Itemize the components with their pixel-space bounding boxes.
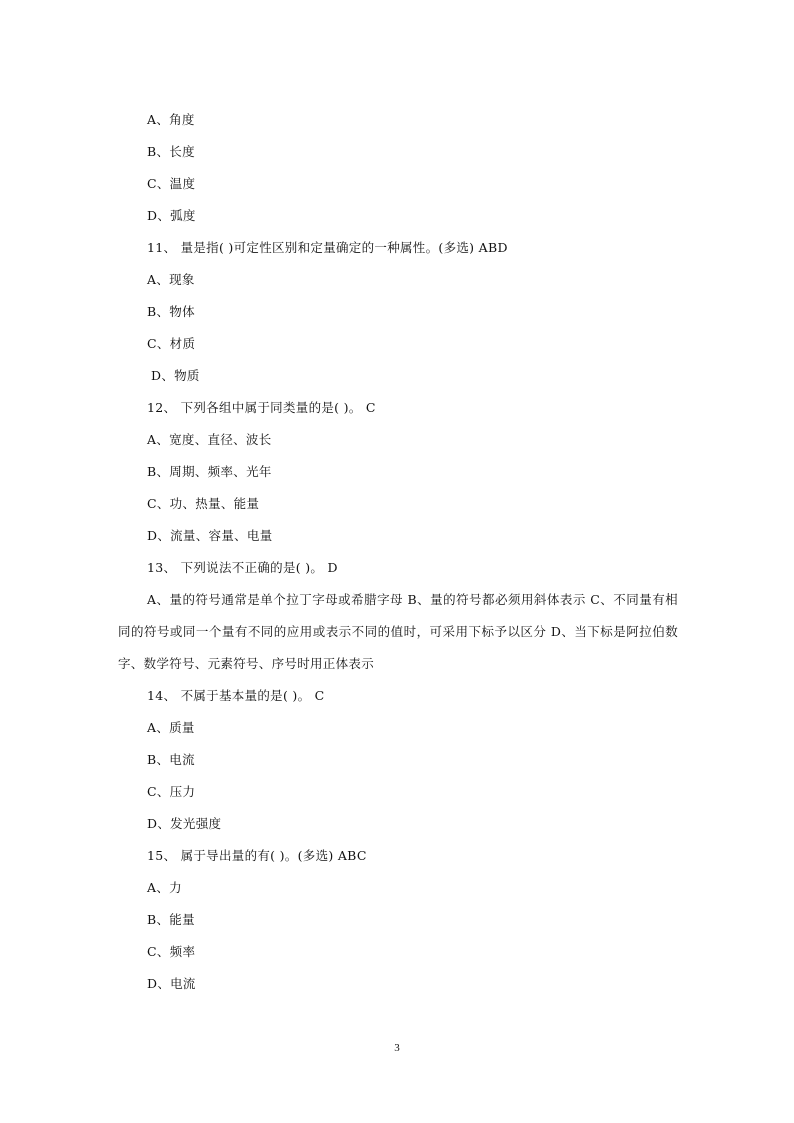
option-d: D、物质	[151, 368, 200, 383]
option-a: A、角度	[147, 112, 195, 127]
option-c: C、压力	[147, 784, 196, 799]
page-number: 3	[394, 1042, 400, 1054]
option-c: C、温度	[147, 176, 196, 191]
option-d: D、发光强度	[147, 816, 222, 831]
option-a: A、宽度、直径、波长	[147, 432, 272, 447]
option-b: B、长度	[147, 144, 195, 159]
option-b: B、电流	[147, 752, 195, 767]
question-13: 13、 下列说法不正确的是( )。 D	[147, 560, 338, 575]
option-c: C、材质	[147, 336, 196, 351]
option-c: C、功、热量、能量	[147, 496, 260, 511]
option-a: A、力	[147, 880, 182, 895]
question-15: 15、 属于导出量的有( )。(多选) ABC	[147, 848, 367, 863]
option-b: B、物体	[147, 304, 195, 319]
question-13-options: A、量的符号通常是单个拉丁字母或希腊字母 B、量的符号都必须用斜体表示 C、不同量有相同的符号或同一个量有不同的应用或表示不同的值时，可采用下标予以区分 D、当下标是阿拉伯数字、数学符号、元素符号、序号时用正体表示	[118, 592, 678, 671]
question-14: 14、 不属于基本量的是( )。 C	[147, 688, 325, 703]
option-b: B、周期、频率、光年	[147, 464, 272, 479]
option-c: C、频率	[147, 944, 196, 959]
option-d: D、弧度	[147, 208, 196, 223]
option-d: D、流量、容量、电量	[147, 528, 273, 543]
question-12: 12、 下列各组中属于同类量的是( )。 C	[147, 400, 376, 415]
option-d: D、电流	[147, 976, 196, 991]
option-a: A、质量	[147, 720, 195, 735]
option-a: A、现象	[147, 272, 195, 287]
question-11: 11、 量是指( )可定性区别和定量确定的一种属性。(多选) ABD	[147, 240, 508, 255]
option-b: B、能量	[147, 912, 195, 927]
